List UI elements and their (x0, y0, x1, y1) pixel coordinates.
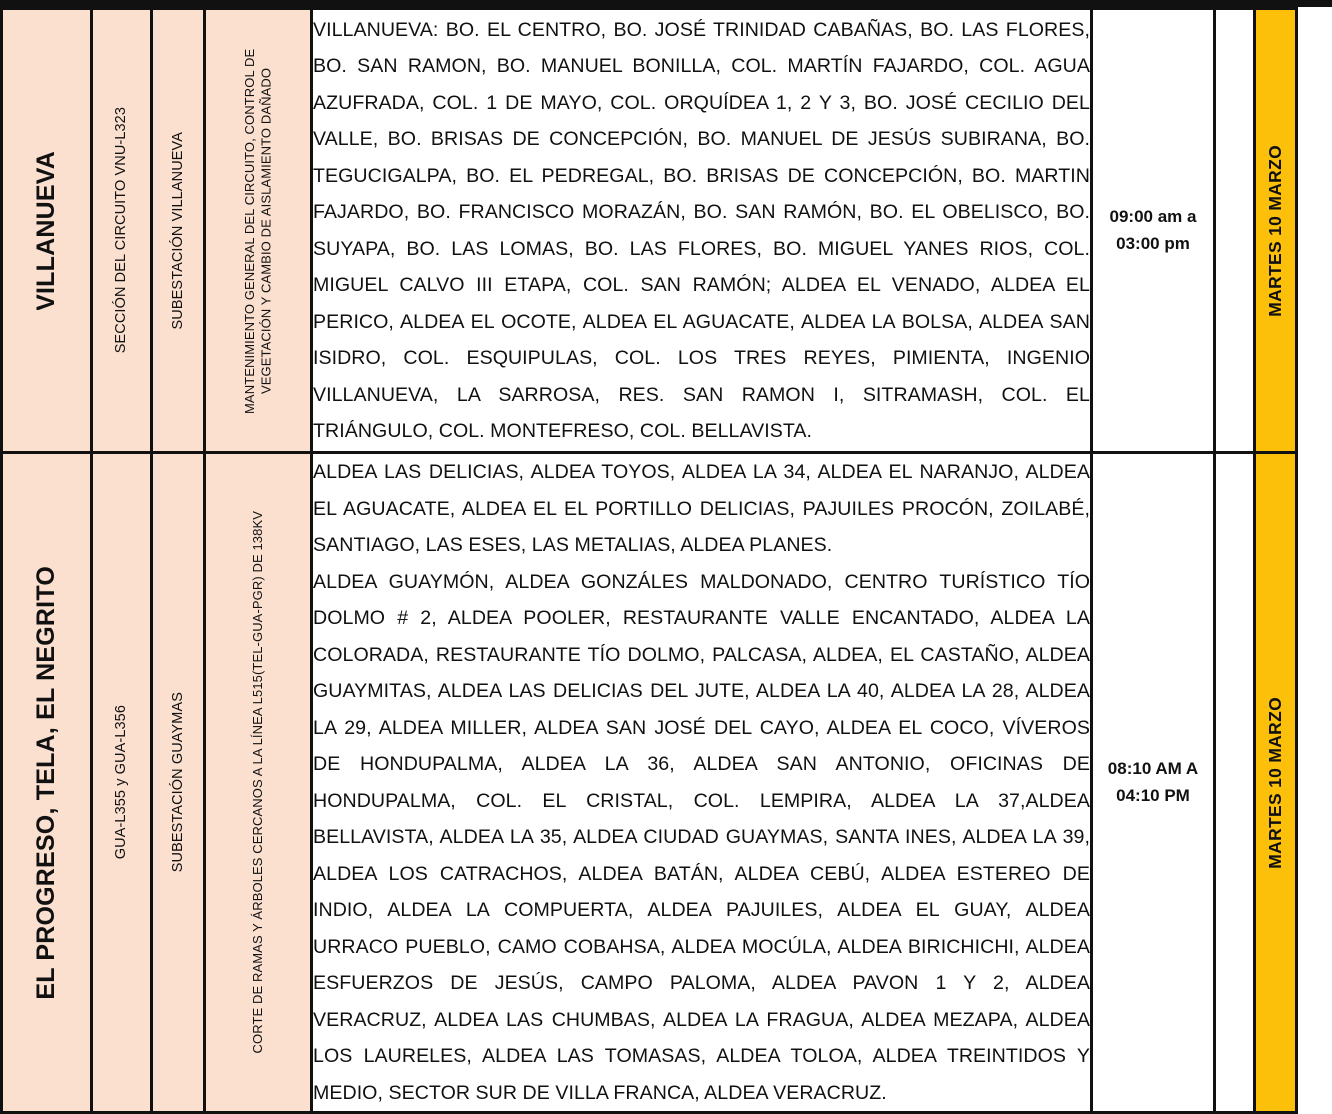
trabajo-vertical-wrap (206, 511, 310, 1053)
cell-dia (1255, 453, 1297, 1113)
cell-spacer (1215, 453, 1255, 1113)
table-row (2, 9, 1332, 453)
dia-label: MARTES 10 MARZO (1265, 145, 1287, 317)
outage-schedule-table (0, 7, 1332, 1114)
cell-right-margin (1297, 453, 1332, 1113)
trabajo-descripcion: CORTE DE RAMAS Y ÁRBOLES CERCANOS A LA LÍNEA L515(TEL-GUA-PGR) DE 138KV (250, 511, 266, 1053)
horario-line-1: 08:10 AM A (1093, 756, 1213, 782)
seccion-vertical-wrap (93, 107, 150, 353)
subestacion-label: SUBESTACIÓN VILLANUEVA (169, 132, 187, 329)
cell-subestacion (152, 453, 205, 1113)
cell-sectores-afectados (312, 9, 1092, 453)
municipio-label: VILLANUEVA (31, 151, 62, 311)
horario-line-2: 03:00 pm (1093, 231, 1213, 257)
cell-trabajo (205, 9, 312, 453)
seccion-circuito-label: GUA-L355 y GUA-L356 (112, 705, 130, 859)
cell-right-margin (1297, 9, 1332, 453)
table-row (2, 453, 1332, 1113)
cell-seccion-circuito (92, 9, 152, 453)
trabajo-vertical-wrap (206, 16, 310, 446)
municipio-label: EL PROGRESO, TELA, EL NEGRITO (31, 566, 62, 1000)
seccion-circuito-label: SECCIÓN DEL CIRCUITO VNU-L323 (112, 107, 130, 353)
sectores-paragraph: ALDEA LAS DELICIAS, ALDEA TOYOS, ALDEA LA 34, ALDEA EL NARANJO, ALDEA EL AGUACATE, ALDEA EL EL PORTILLO DELICIAS, PAJUILES PROCÓN, ZOILABÉ, SANTIAGO, LAS ESES, LAS METALIAS, ALDEA PLANES. (313, 454, 1090, 564)
horario-line-1: 09:00 am a (1093, 204, 1213, 230)
cell-dia (1255, 9, 1297, 453)
cell-trabajo (205, 453, 312, 1113)
subestacion-label: SUBESTACIÓN GUAYMAS (169, 692, 187, 872)
cell-municipio (2, 453, 92, 1113)
cell-horario (1092, 9, 1215, 453)
sectores-paragraph: ALDEA GUAYMÓN, ALDEA GONZÁLES MALDONADO, CENTRO TURÍSTICO TÍO DOLMO # 2, ALDEA POOLER, RESTAURANTE VALLE ENCANTADO, ALDEA LA COLORADA, RESTAURANTE TÍO DOLMO, PALCASA, ALDEA, EL CASTAÑO, ALDEA GUAYMITAS, ALDEA LAS DELICIAS DEL JUTE, ALDEA LA 40, ALDEA LA 28, ALDEA LA 29, ALDEA MILLER, ALDEA SAN JOSÉ DEL CAYO, ALDEA EL COCO, VÍVEROS DE HONDUPALMA, ALDEA LA 36, ALDEA SAN ANTONIO, OFICINAS DE HONDUPALMA, COL. EL CRISTAL, COL. LEMPIRA, ALDEA LA 37,ALDEA BELLAVISTA, ALDEA LA 35, ALDEA CIUDAD GUAYMAS, SANTA INES, ALDEA LA 39, ALDEA LOS CATRACHOS, ALDEA BATÁN, ALDEA CEBÚ, ALDEA ESTEREO DE INDIO, ALDEA LA COMPUERTA, ALDEA PAJUILES, ALDEA EL GUAY, ALDEA URRACO PUEBLO, CAMO COBAHSA, ALDEA MOCÚLA, ALDEA BIRICHICHI, ALDEA ESFUERZOS DE JESÚS, CAMPO PALOMA, ALDEA PAVON 1 Y 2, ALDEA VERACRUZ, ALDEA LAS CHUMBAS, ALDEA LA FRAGUA, ALDEA MEZAPA, ALDEA LOS LAURELES, ALDEA LAS TOMASAS, ALDEA TOLOA, ALDEA TREINTIDOS Y MEDIO, SECTOR SUR DE VILLA FRANCA, ALDEA VERACRUZ. (313, 564, 1090, 1112)
sectores-paragraph: VILLANUEVA: BO. EL CENTRO, BO. JOSÉ TRINIDAD CABAÑAS, BO. LAS FLORES, BO. SAN RAMON, BO. MANUEL BONILLA, COL. MARTÍN FAJARDO, COL. AGUA AZUFRADA, COL. 1 DE MAYO, COL. ORQUÍDEA 1, 2 Y 3, BO. JOSÉ CECILIO DEL VALLE, BO. BRISAS DE CONCEPCIÓN, BO. MANUEL DE JESÚS SUBIRANA, BO. TEGUCIGALPA, BO. EL PEDREGAL, BO. BRISAS DE CONCEPCIÓN, BO. MARTIN FAJARDO, BO. FRANCISCO MORAZÁN, BO. SAN RAMÓN, BO. EL OBELISCO, BO. SUYAPA, BO. LAS LOMAS, BO. LAS FLORES, BO. MIGUEL YANES RIOS, COL. MIGUEL CALVO III ETAPA, COL. SAN RAMÓN; ALDEA EL VENADO, ALDEA EL PERICO, ALDEA EL OCOTE, ALDEA EL AGUACATE, ALDEA LA BOLSA, ALDEA SAN ISIDRO, COL. ESQUIPULAS, COL. LOS TRES REYES, PIMIENTA, INGENIO VILLANUEVA, LA SARROSA, RES. SAN RAMON I, SITRAMASH, COL. EL TRIÁNGULO, COL. MONTEFRESO, COL. BELLAVISTA. (313, 12, 1090, 450)
dia-vertical-wrap (1256, 697, 1295, 869)
seccion-vertical-wrap (93, 705, 150, 859)
cell-subestacion (152, 9, 205, 453)
subestacion-vertical-wrap (153, 692, 203, 872)
cell-horario (1092, 453, 1215, 1113)
subestacion-vertical-wrap (153, 132, 203, 329)
dia-label: MARTES 10 MARZO (1265, 697, 1287, 869)
cell-seccion-circuito (92, 453, 152, 1113)
municipio-vertical-wrap (3, 566, 90, 1000)
cell-sectores-afectados (312, 453, 1092, 1113)
cell-spacer (1215, 9, 1255, 453)
cell-municipio (2, 9, 92, 453)
horario-line-2: 04:10 PM (1093, 783, 1213, 809)
dia-vertical-wrap (1256, 145, 1295, 317)
trabajo-descripcion: MANTENIMIENTO GENERAL DEL CIRCUITO, CONTROL DE VEGETACIÓN Y CAMBIO DE AISLAMIENTO DAÑADO (242, 16, 275, 446)
municipio-vertical-wrap (3, 151, 90, 311)
